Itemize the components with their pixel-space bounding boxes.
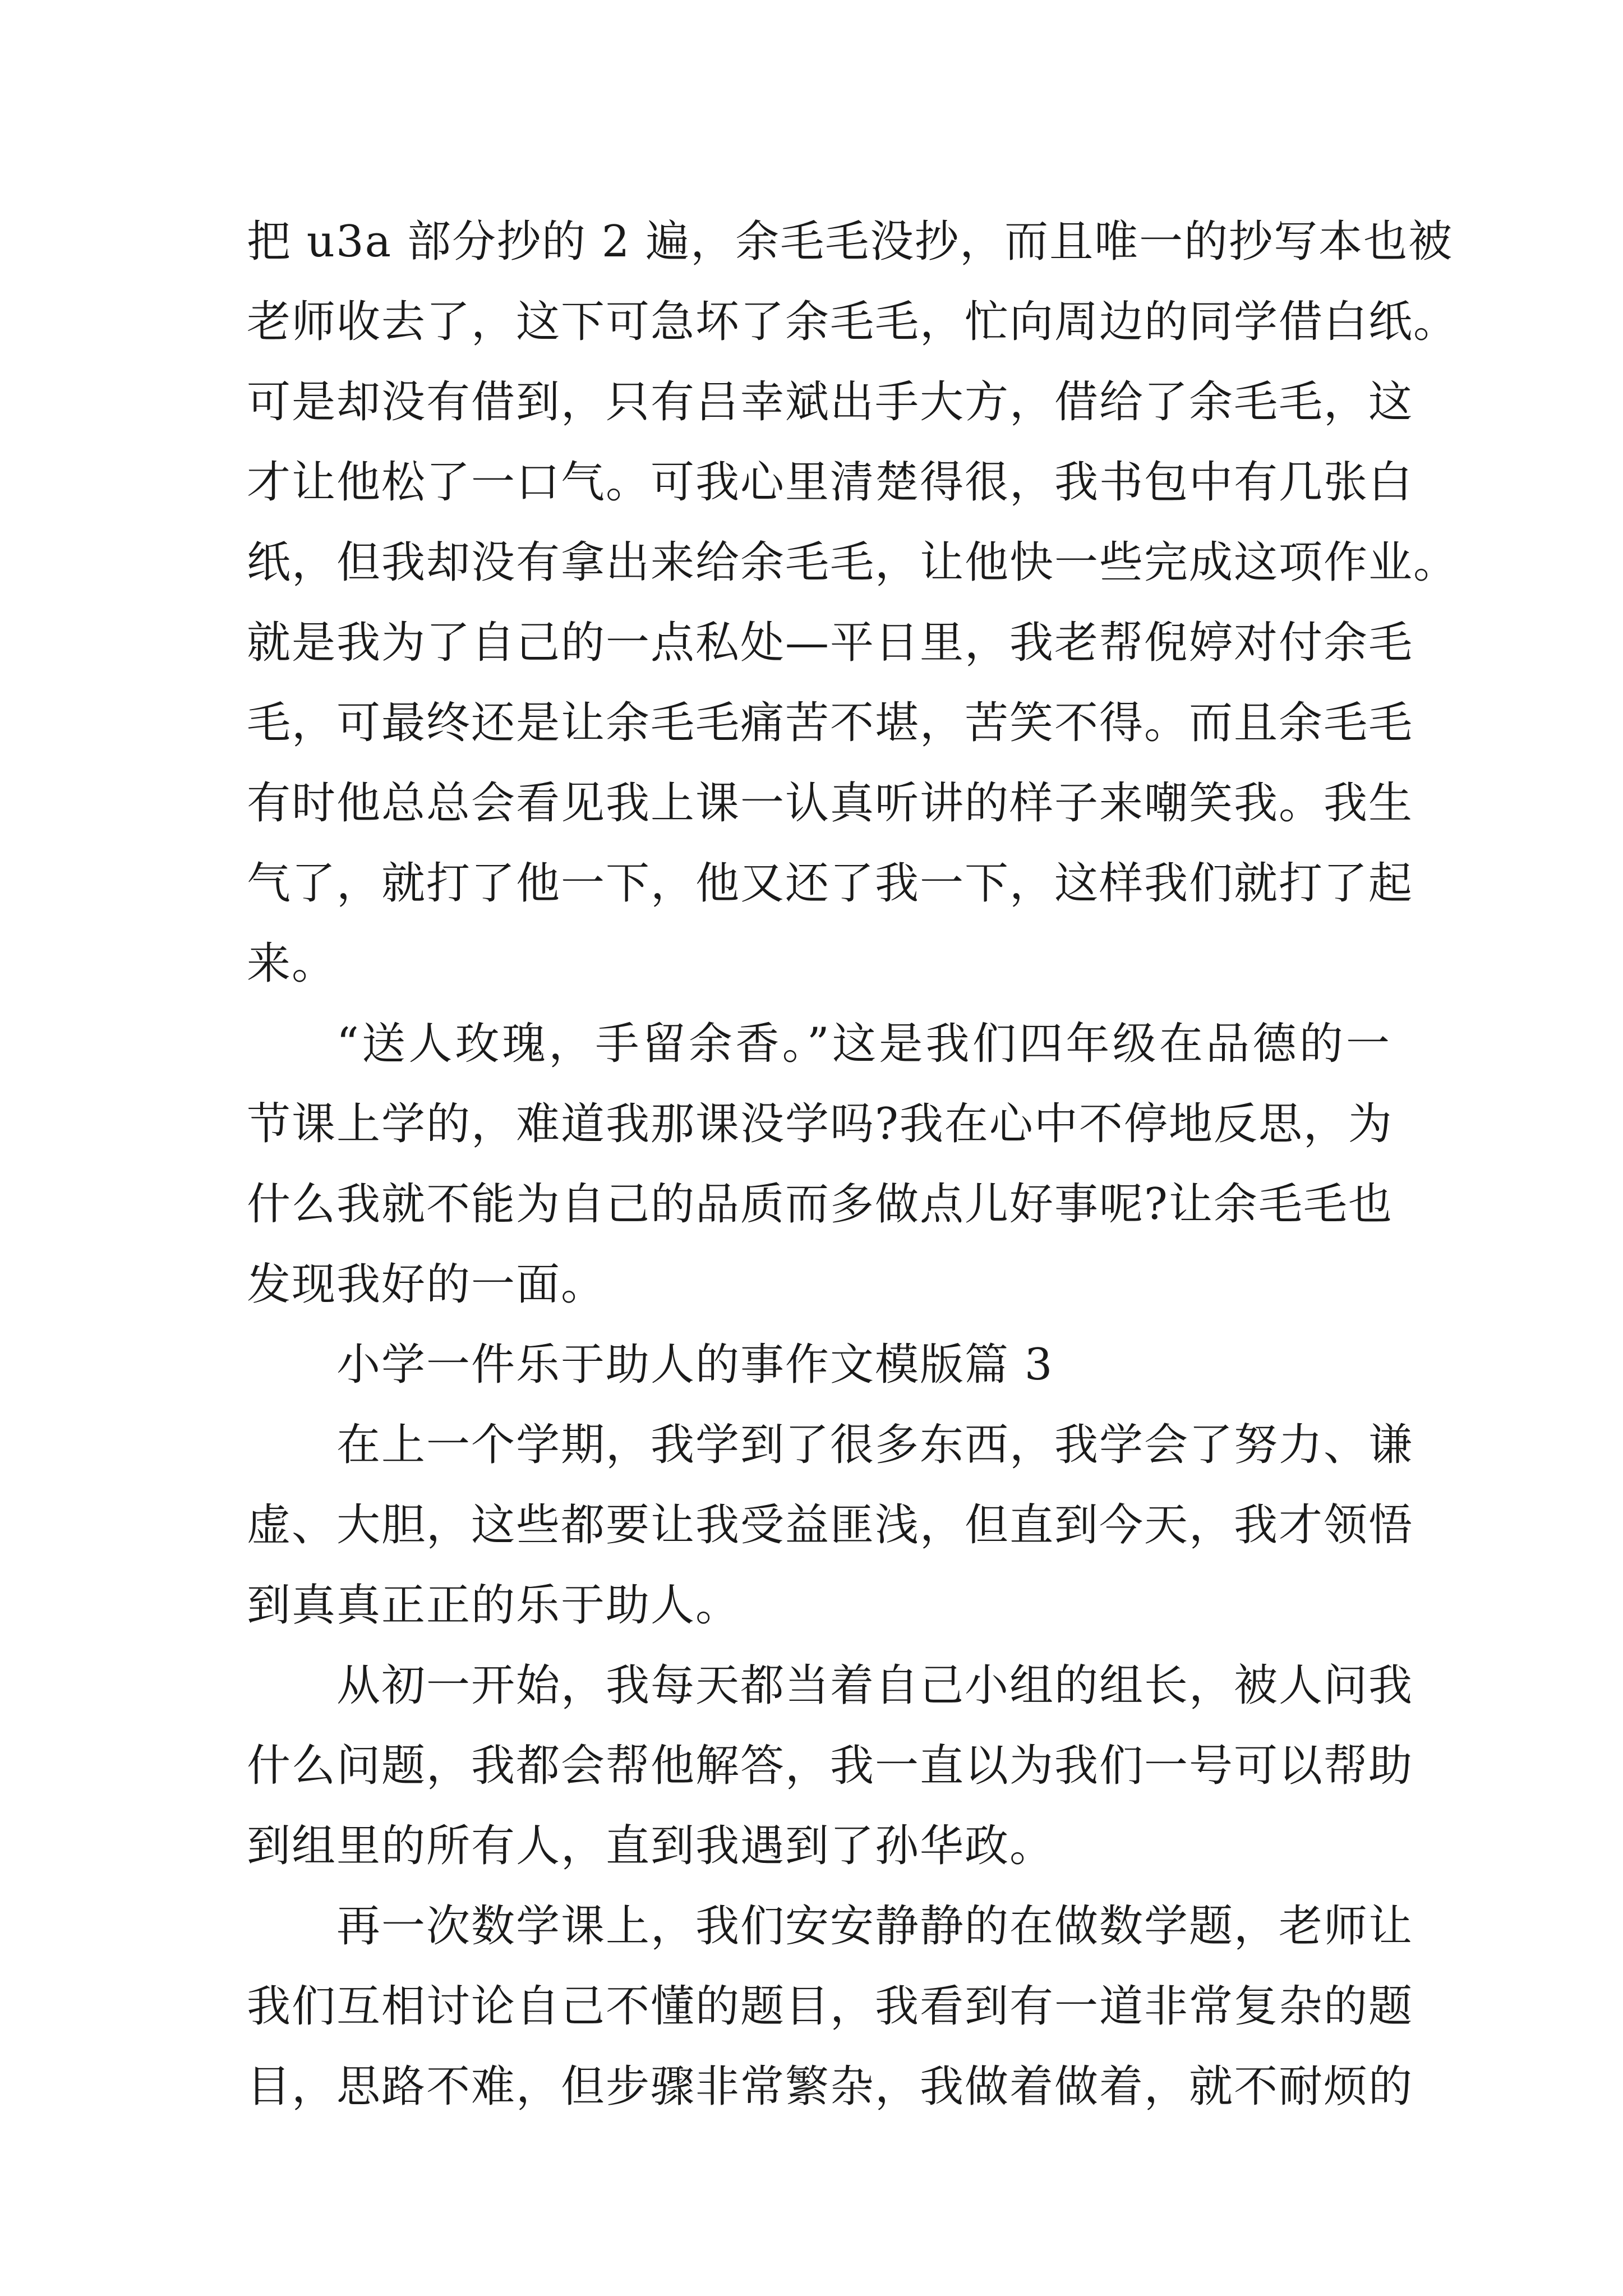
text-line: 来。 — [247, 938, 337, 989]
text-line: 气了，就打了他一下，他又还了我一下，这样我们就打了起 — [247, 858, 1414, 909]
body-text — [247, 202, 1459, 2127]
text-line: 节课上学的，难道我那课没学吗?我在心中不停地反思，为 — [247, 1099, 1393, 1149]
text-line: 在上一个学期，我学到了很多东西，我学会了努力、谦 — [336, 1420, 1414, 1470]
text-line: 什么我就不能为自己的品质而多做点儿好事呢?让余毛毛也 — [247, 1179, 1393, 1230]
text-line: 就是我为了自己的一点私处—平日里，我老帮倪婷对付余毛 — [247, 618, 1414, 668]
text-line: 发现我好的一面。 — [247, 1259, 606, 1310]
text-line: 目，思路不难，但步骤非常繁杂，我做着做着，就不耐烦的 — [247, 2062, 1414, 2112]
paragraph-3 — [247, 1405, 1414, 1646]
text-line: 毛，可最终还是让余毛毛痛苦不堪，苦笑不得。而且余毛毛 — [247, 698, 1414, 748]
paragraph-5 — [247, 1887, 1414, 2127]
paragraph-4 — [247, 1646, 1414, 1887]
text-line: 纸，但我却没有拿出来给余毛毛，让他快一些完成这项作业。 — [247, 537, 1459, 588]
text-line: 可是却没有借到，只有吕幸斌出手大方，借给了余毛毛，这 — [247, 377, 1414, 427]
paragraph-2 — [247, 1004, 1391, 1325]
text-line: 有时他总总会看见我上课一认真听讲的样子来嘲笑我。我生 — [247, 778, 1414, 829]
text-line: “送人玫瑰，手留余香。”这是我们四年级在品德的一 — [336, 1019, 1391, 1069]
text-line: 把 u3a 部分抄的 2 遍，余毛毛没抄，而且唯一的抄写本也被 — [247, 217, 1454, 267]
text-line: 老师收去了，这下可急坏了余毛毛，忙向周边的同学借白纸。 — [247, 297, 1459, 347]
section-heading — [247, 1325, 1391, 1405]
text-line: 才让他松了一口气。可我心里清楚得很，我书包中有几张白 — [247, 457, 1414, 508]
text-line: 什么问题，我都会帮他解答，我一直以为我们一号可以帮助 — [247, 1741, 1414, 1791]
text-line: 从初一开始，我每天都当着自己小组的组长，被人问我 — [336, 1660, 1414, 1711]
text-line: 我们互相讨论自己不懂的题目，我看到有一道非常复杂的题 — [247, 1981, 1414, 2032]
text-line: 再一次数学课上，我们安安静静的在做数学题，老师让 — [336, 1901, 1414, 1952]
text-line: 到真真正正的乐于助人。 — [247, 1580, 741, 1631]
section-title: 小学一件乐于助人的事作文模版篇 3 — [336, 1340, 1054, 1390]
paragraph-1 — [247, 202, 1459, 1004]
text-line: 到组里的所有人，直到我遇到了孙华政。 — [247, 1821, 1055, 1871]
text-line: 虚、大胆，这些都要让我受益匪浅，但直到今天，我才领悟 — [247, 1500, 1414, 1550]
